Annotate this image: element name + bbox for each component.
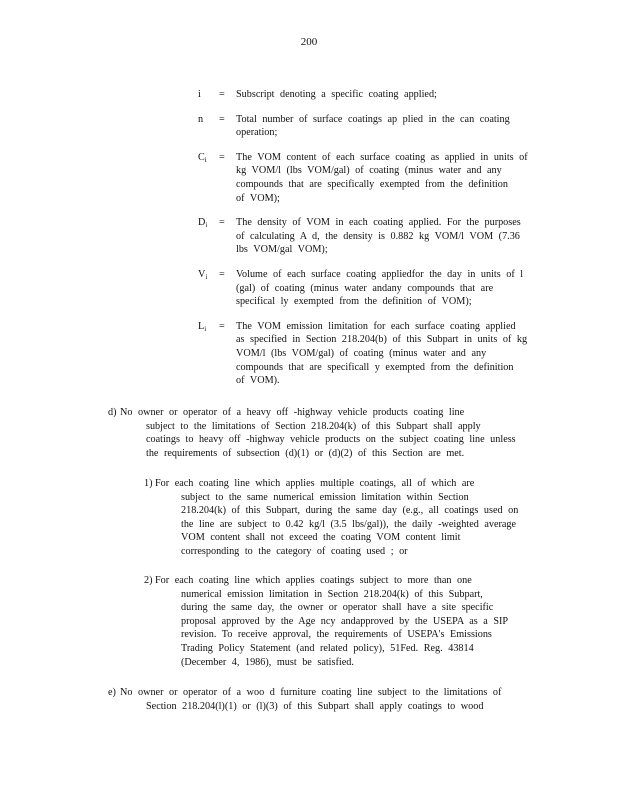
- definition-i: [0, 88, 618, 102]
- definitions-list: [0, 88, 618, 399]
- subsection-label: 1): [144, 478, 153, 489]
- definition-line: as specified in Section 218.204(b) of this Subpart in units of kg: [236, 334, 528, 346]
- equals-sign: =: [219, 151, 225, 163]
- paragraph-line: No owner or operator of a heavy off -highway vehicle products coating line: [120, 407, 465, 418]
- subsection-line: Trading Policy Statement (and related policy), 51Fed. Reg. 43814: [181, 642, 474, 654]
- paragraph-label: d): [108, 407, 117, 418]
- definition-line: The density of VOM in each coating applied. For the purposes: [236, 217, 521, 229]
- equals-sign: =: [219, 113, 225, 125]
- paragraph-line: No owner or operator of a woo d furniture coating line subject to the limitations of: [120, 687, 502, 698]
- subsection-line: For each coating line which applies coatings subject to more than one: [155, 575, 472, 586]
- definition-variable: $V_i$: [198, 268, 208, 281]
- definition-line: kg VOM/l (lbs VOM/gal) of coating (minus water and any: [236, 165, 502, 177]
- definition-text: [236, 268, 542, 309]
- subsection-line: revision. To receive approval, the requirements of USEPA's Emissions: [181, 629, 492, 641]
- subsection-line: numerical emission limitation in Section 218.204(k) of this Subpart,: [181, 588, 483, 600]
- definition-text: [236, 151, 542, 205]
- subsection-line: (December 4, 1986), must be satisfied.: [181, 656, 354, 668]
- definition-text: [236, 88, 542, 102]
- definition-line: Subscript denoting a specific coating applied;: [236, 89, 437, 100]
- definition-line: VOM/l (lbs VOM/gal) of coating (minus water and any: [236, 347, 487, 359]
- paragraph-line: subject to the limitations of Section 218.204(k) of this Subpart shall apply: [146, 420, 481, 432]
- equals-sign: =: [219, 89, 225, 100]
- paragraph-line: coatings to heavy off -highway vehicle products on the subject coating line unless: [146, 434, 516, 446]
- page-number: 200: [300, 36, 318, 48]
- subsection-line: 218.204(k) of this Subpart, during the same day (e.g., all coatings used on: [181, 505, 519, 517]
- paragraph-d: [108, 406, 536, 460]
- definition-variable: i: [198, 89, 201, 100]
- equals-sign: =: [219, 320, 225, 332]
- subsection-line: subject to the same numerical emission limitation within Section: [181, 491, 469, 503]
- definition-n: [0, 113, 618, 140]
- equals-sign: =: [219, 268, 225, 280]
- definition-li: [0, 320, 618, 388]
- definition-di: [0, 216, 618, 257]
- definition-line: of VOM);: [236, 192, 280, 204]
- paragraph-line: Section 218.204(l)(1) or (l)(3) of this Subpart shall apply coatings to wood: [146, 700, 484, 712]
- definition-line: Total number of surface coatings ap plied in the can coating: [236, 113, 510, 125]
- definition-variable: n: [198, 113, 204, 125]
- definition-line: operation;: [236, 127, 278, 139]
- subsection-d2: [144, 574, 524, 669]
- paragraph-label: e): [108, 687, 116, 698]
- definition-line: of calculating A d, the density is 0.882 kg VOM/l VOM (7.36: [236, 230, 520, 242]
- paragraph-line: the requirements of subsection (d)(1) or (d)(2) of this Section are met.: [146, 447, 465, 459]
- definition-variable: $D_i$: [198, 217, 208, 230]
- definition-line: (gal) of coating (minus water andany compounds that are: [236, 282, 494, 294]
- definition-line: of VOM).: [236, 375, 280, 387]
- subsection-d1: [144, 477, 540, 559]
- definition-variable: $L_i$: [198, 320, 207, 333]
- definition-line: The VOM content of each surface coating as applied in units of: [236, 151, 528, 163]
- paragraph-e: [108, 686, 518, 713]
- subsection-line: during the same day, the owner or operator shall have a site specific: [181, 602, 494, 614]
- subsection-line: For each coating line which applies multiple coatings, all of which are: [155, 478, 475, 489]
- equals-sign: =: [219, 217, 225, 229]
- definition-text: [236, 113, 542, 140]
- definition-text: [236, 320, 542, 388]
- subsection-label: 2): [144, 575, 153, 586]
- definition-vi: [0, 268, 618, 309]
- definition-line: specifical ly exempted from the definition of VOM);: [236, 296, 472, 308]
- definition-line: compounds that are specificall y exempted from the definition: [236, 361, 514, 373]
- definition-variable: $C_i$: [198, 151, 207, 164]
- subsection-line: the line are subject to 0.42 kg/l (3.5 lbs/gal)), the daily -weighted average: [181, 518, 517, 530]
- subsection-line: proposal approved by the Age ncy andapproved by the USEPA as a SIP: [181, 615, 509, 627]
- definition-line: lbs VOM/gal VOM);: [236, 244, 328, 256]
- subsection-line: VOM content shall not exceed the coating VOM content limit: [181, 532, 461, 544]
- definition-line: compounds that are specifically exempted from the definition: [236, 178, 508, 190]
- definition-ci: [0, 151, 618, 205]
- subsection-line: corresponding to the category of coating used ; or: [181, 545, 408, 557]
- definition-line: Volume of each surface coating appliedfor the day in units of l: [236, 268, 524, 280]
- definition-text: [236, 216, 542, 257]
- definition-line: The VOM emission limitation for each surface coating applied: [236, 320, 516, 332]
